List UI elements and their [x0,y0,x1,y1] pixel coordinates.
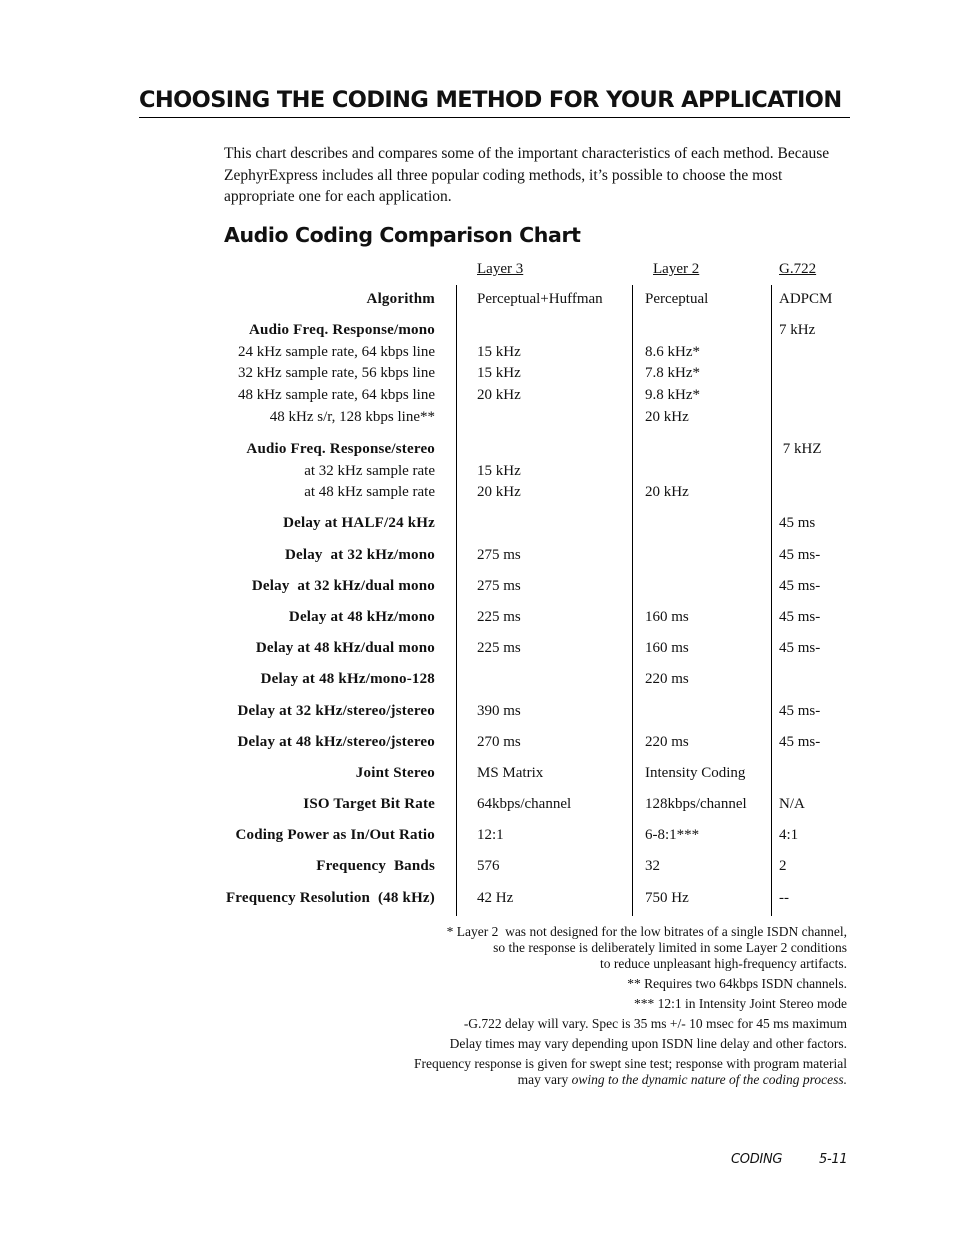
cell-value: 45 ms- [779,578,821,594]
cell-value: 20 kHz [645,484,689,501]
cell-value: 7 kHZ [779,441,822,457]
table-cell [779,576,820,598]
footnotes [414,924,847,1088]
table-cell [645,513,649,535]
row-sublabel: at 32 kHz sample rate [304,462,435,479]
table-cell [477,545,521,567]
cell-value: 220 ms [645,671,689,687]
footnote: Frequency response is given for swept sine test; response with program material [413,1056,847,1071]
row-sublabel: 48 kHz s/r, 128 kbps line** [269,408,435,425]
cell-value: 45 ms- [779,609,821,625]
cell-value: 45 ms [779,515,816,531]
cell-value: -- [779,890,789,906]
cell-value: 45 ms- [779,547,821,563]
column-divider [771,285,772,916]
row-label [261,669,435,691]
cell-value: 750 Hz [645,890,689,906]
cell-value: 225 ms [477,609,521,625]
cell-value [779,669,783,691]
footnote: ** Requires two 64kbps ISDN channels. [627,976,847,991]
cell-value [477,320,521,342]
cell-value: 225 ms [477,640,521,656]
table-cell [477,638,521,660]
footer-section: CODING [731,1152,783,1167]
table-cell [477,576,521,598]
cell-value [645,461,689,483]
row-label [256,638,435,660]
table-cell [477,763,543,785]
cell-value: MS Matrix [477,765,544,781]
table-cell [477,513,481,535]
cell-value: 6-8:1*** [645,827,700,843]
cell-value: 7 kHz [779,322,816,338]
row-label-text: Coding Power as In/Out Ratio [235,827,435,843]
table-cell [477,732,521,754]
table-cell [645,638,689,660]
table-cell [779,701,820,723]
intro-paragraph: This chart describes and compares some of the important characteristics of each method. Because ZephyrExpress includes all three popular coding methods, it’s possible to choose the most appropriate one for each application. [224,145,830,205]
table-cell [477,320,521,407]
row-label [252,576,435,598]
cell-value: 128kbps/channel [645,796,747,812]
cell-value: 45 ms- [779,703,821,719]
row-label [356,763,435,785]
row-label [316,856,435,878]
row-label [289,607,435,629]
table-cell [779,439,822,461]
table-cell [645,289,708,311]
table-cell [645,825,699,847]
cell-value: 275 ms [477,547,521,563]
table-cell [477,607,521,629]
cell-value: 160 ms [645,609,689,625]
table-cell [779,545,820,567]
cell-value: 15 kHz [477,343,521,360]
row-label-text: Delay at 48 kHz/mono-128 [260,671,435,687]
cell-value: 64kbps/channel [477,796,572,812]
row-label [238,320,435,429]
cell-value: ADPCM [779,291,833,307]
cell-value: Perceptual [645,291,709,307]
row-label-text: Frequency Resolution (48 kHz) [225,890,435,906]
table-cell [645,701,649,723]
cell-value [645,701,649,723]
row-label [303,794,435,816]
row-label [246,439,435,504]
cell-value: N/A [779,796,805,812]
cell-value: 2 [779,858,787,874]
cell-value [477,513,481,535]
row-label-text: Delay at 32 kHz/stereo/jstereo [237,703,435,719]
table-cell [645,888,689,910]
row-label-text: Audio Freq. Response/mono [249,322,435,338]
cell-value: 8.6 kHz* [645,343,700,360]
table-cell [645,669,689,691]
row-label-text: Delay at 48 kHz/mono [288,609,435,625]
row-label-text: Delay at 48 kHz/dual mono [255,640,435,656]
row-label-text: Algorithm [366,291,435,307]
row-sublabel: 32 kHz sample rate, 56 kbps line [237,365,435,382]
table-cell [477,439,521,504]
cell-value: 275 ms [477,578,521,594]
cell-value: Perceptual+Huffman [477,291,603,307]
row-label [238,732,435,754]
row-label [226,888,435,910]
cell-value: 20 kHz [477,484,521,501]
cell-value: 20 kHz [645,408,689,425]
table-cell [477,888,513,910]
cell-value: 390 ms [477,703,521,719]
table-cell [779,732,820,754]
footnote: so the response is deliberately limited in some Layer 2 conditions [493,940,847,955]
table-cell [645,732,689,754]
table-cell [645,763,745,785]
row-sublabel: 48 kHz sample rate, 64 kbps line [237,387,435,404]
table-cell [779,825,798,847]
row-label-text: Delay at 48 kHz/stereo/jstereo [237,734,435,750]
table-cell [779,763,783,785]
table-cell [645,320,700,429]
cell-value: 45 ms- [779,734,821,750]
row-label [283,513,435,535]
column-divider [632,285,633,916]
column-divider [456,285,457,916]
table-cell [645,545,649,567]
cell-value: 20 kHz [477,387,521,404]
table-cell [779,513,815,535]
row-label [235,825,435,847]
row-label-text: Delay at 32 kHz/dual mono [251,578,435,594]
row-label-text: Frequency Bands [316,858,435,874]
table-cell [779,638,820,660]
page-title: CHOOSING THE CODING METHOD FOR YOUR APPLICATION [139,87,842,113]
column-header-layer2: Layer 2 [653,261,700,277]
table-cell [477,669,481,691]
row-label [367,289,435,311]
cell-value: 270 ms [477,734,521,750]
row-sublabel: 24 kHz sample rate, 64 kbps line [237,343,435,360]
table-cell [779,794,805,816]
footer-page-number: 5-11 [819,1152,848,1167]
footnote: to reduce unpleasant high-frequency artifacts. [599,956,847,971]
cell-value: 7.8 kHz* [645,365,700,382]
row-sublabel: at 48 kHz sample rate [304,484,435,501]
table-cell [779,289,832,311]
footnote: * Layer 2 was not designed for the low bitrates of a single ISDN channel, [446,924,847,939]
cell-value: 32 [645,858,660,874]
cell-value [645,545,649,567]
cell-value: 15 kHz [477,462,521,479]
table-cell [645,576,649,598]
table-cell [779,856,787,878]
table-cell [779,607,820,629]
row-label [238,701,435,723]
table-cell [477,289,603,311]
table-cell [779,320,815,342]
footnote: -G.722 delay will vary. Spec is 35 ms +/- 10 msec for 45 ms maximum [463,1016,847,1031]
cell-value: 160 ms [645,640,689,656]
cell-value [779,763,783,785]
table-cell [477,794,571,816]
table-cell [779,669,783,691]
cell-value: 576 [477,858,500,874]
cell-value [477,439,521,461]
cell-value: 9.8 kHz* [645,387,700,404]
footnote: may vary owing to the dynamic nature of the coding process. [517,1072,847,1087]
column-header-layer3: Layer 3 [477,261,524,277]
table-cell [645,607,689,629]
cell-value [645,576,649,598]
row-label-text: Delay at HALF/24 kHz [283,515,435,531]
table-cell [477,856,500,878]
table-cell [477,701,521,723]
table-cell [779,888,789,910]
table-cell [645,794,747,816]
row-label [285,545,435,567]
cell-value: 4:1 [779,827,799,843]
cell-value: 45 ms- [779,640,821,656]
row-label-text: Joint Stereo [355,765,435,781]
row-label-text: Audio Freq. Response/stereo [246,441,435,457]
cell-value [645,513,649,535]
cell-value [477,669,481,691]
row-label-text: Delay at 32 kHz/mono [284,547,435,563]
column-header-g722: G.722 [779,261,817,277]
footnote: Delay times may vary depending upon ISDN line delay and other factors. [449,1036,847,1051]
table-cell [645,856,660,878]
title-rule [139,117,850,118]
table-cell [645,439,689,504]
footnote: *** 12:1 in Intensity Joint Stereo mode [634,996,847,1011]
section-title: Audio Coding Comparison Chart [224,223,581,247]
cell-value: 220 ms [645,734,689,750]
cell-value: 42 Hz [477,890,514,906]
cell-value [645,439,689,461]
cell-value: 12:1 [477,827,504,843]
table-cell [477,825,504,847]
cell-value: Intensity Coding [645,765,746,781]
cell-value [645,320,700,342]
row-label-text: ISO Target Bit Rate [303,796,435,812]
cell-value: 15 kHz [477,365,521,382]
